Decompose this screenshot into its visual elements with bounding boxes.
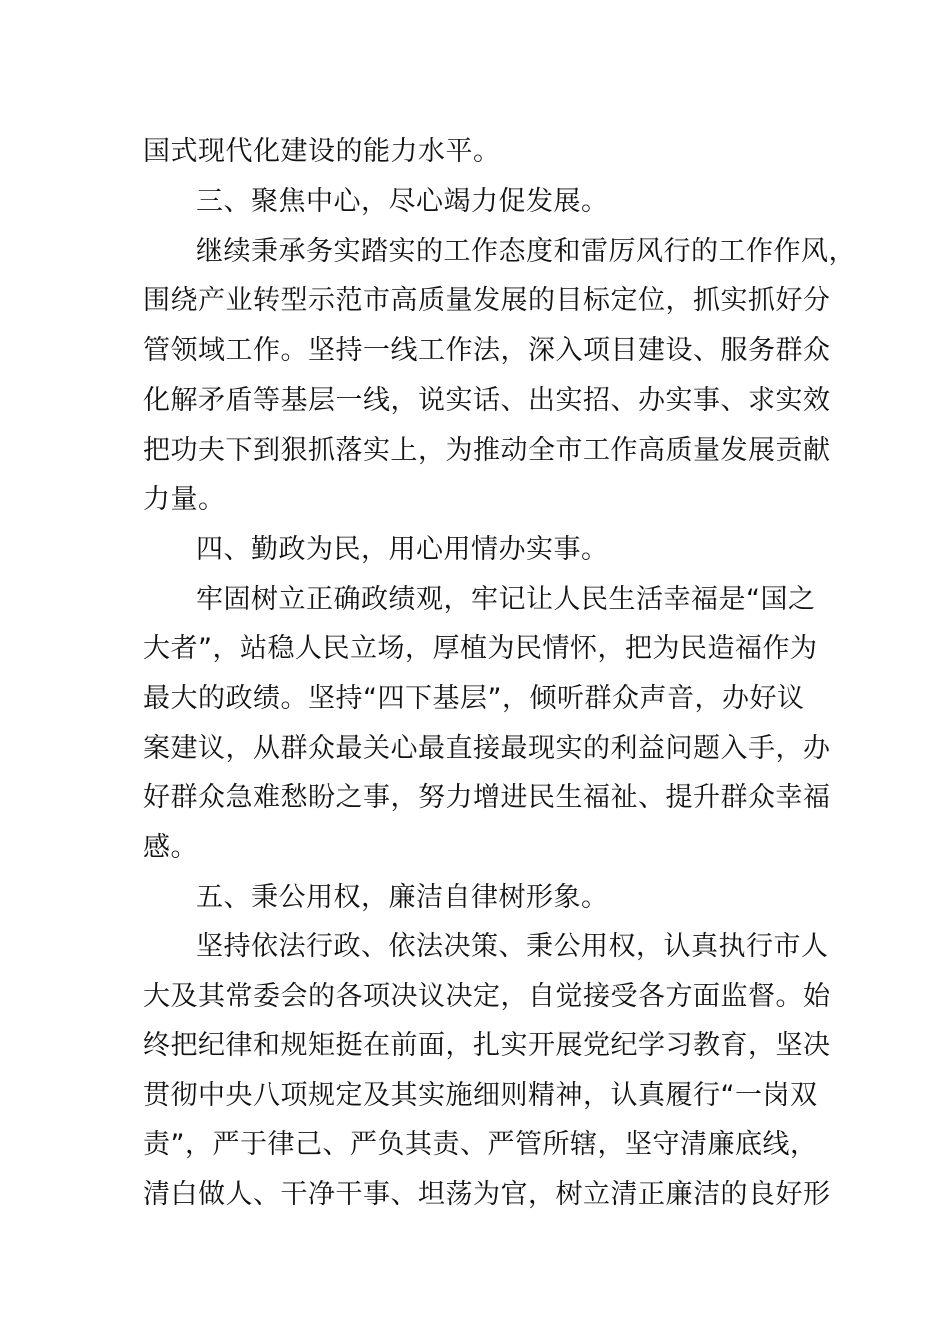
text-line: 围绕产业转型示范市高质量发展的目标定位，抓实抓好分: [143, 285, 831, 316]
text-line: 化解矛盾等基层一线，说实话、出实招、办实事、求实效: [143, 385, 831, 416]
section-heading: 三、聚焦中心，尽心竭力促发展。: [196, 186, 609, 217]
text-line: 好群众急难愁盼之事，努力增进民生福祉、提升群众幸福: [143, 782, 831, 813]
text-line: 坚持依法行政、依法决策、秉公用权，认真执行市人: [196, 931, 829, 962]
text-line: 继续秉承务实踏实的工作态度和雷厉风行的工作作风，: [196, 236, 856, 267]
text-line: 最大的政绩。坚持“四下基层”，倾听群众声音，办好议: [143, 683, 805, 714]
text-line: 责”，严于律己、严负其责、严管所辖，坚守清廉底线，: [143, 1129, 818, 1160]
text-line: 感。: [143, 832, 198, 863]
text-line: 力量。: [143, 484, 226, 515]
text-line: 大者”，站稳人民立场，厚植为民情怀，把为民造福作为: [143, 633, 818, 664]
text-line: 大及其常委会的各项决议决定，自觉接受各方面监督。始: [143, 981, 831, 1012]
text-line: 案建议，从群众最关心最直接最现实的利益问题入手，办: [143, 733, 831, 764]
section-heading: 四、勤政为民，用心用情办实事。: [196, 534, 609, 565]
text-line: 管领域工作。坚持一线工作法，深入项目建设、服务群众: [143, 335, 831, 366]
section-heading: 五、秉公用权，廉洁自律树形象。: [196, 882, 609, 913]
text-line: 牢固树立正确政绩观，牢记让人民生活幸福是“国之: [196, 584, 816, 615]
text-line: 清白做人、干净干事、坦荡为官，树立清正廉洁的良好形: [143, 1179, 831, 1210]
text-line: 贯彻中央八项规定及其实施细则精神，认真履行“一岗双: [143, 1080, 818, 1111]
text-line: 国式现代化建设的能力水平。: [143, 136, 501, 167]
text-line: 把功夫下到狠抓落实上，为推动全市工作高质量发展贡献: [143, 435, 831, 466]
text-line: 终把纪律和规矩挺在前面，扎实开展党纪学习教育，坚决: [143, 1030, 831, 1061]
